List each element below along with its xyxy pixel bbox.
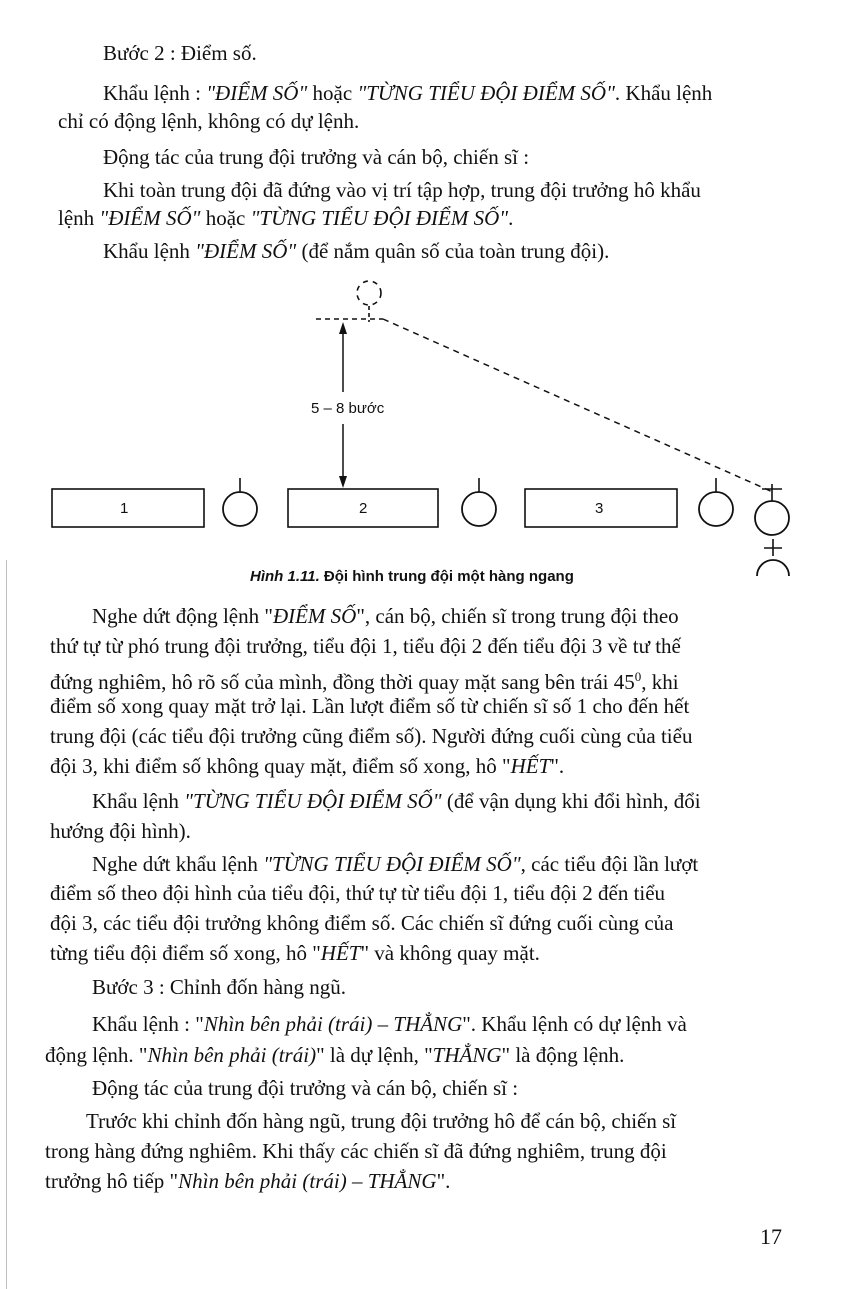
text-run: . Khẩu lệnh [614,81,713,105]
squad-leader-head [462,492,496,526]
text-line [45,1166,450,1197]
squad-leader-head [223,492,257,526]
text-run: , các tiểu đội lần lượt [520,852,699,876]
text-run: " và không quay mặt. [360,941,540,965]
text-run: đội 3, các tiểu đội trưởng không điểm số. Các chiến sĩ đứng cuối cùng của [50,911,674,935]
text-run: , khi [641,670,679,694]
text-line [50,631,681,662]
text-run: hoặc [200,206,251,230]
deputy-leader-head [757,560,789,576]
text-run: đứng nghiêm, hô rõ số của mình, đồng thời quay mặt sang bên trái 45 [50,670,635,694]
text-line [50,751,564,782]
text-line [92,601,679,632]
squad-label-1: 3 [595,500,604,517]
text-line [92,1073,518,1104]
text-run: Nhìn bên phải (trái) [147,1043,317,1067]
text-run: "TỪNG TIỂU ĐỘI ĐIỂM SỐ" [250,206,509,230]
text-run: ". [550,754,565,778]
text-run: " là động lệnh. [501,1043,625,1067]
text-run: "TỪNG TIỂU ĐỘI ĐIỂM SỐ" [357,81,615,105]
text-run: trung đội (các tiểu đội trưởng cũng điểm số). Người đứng cuối cùng của tiểu [50,724,693,748]
platoon-leader-head [357,281,381,305]
distance-label: 5 – 8 bước [311,400,385,417]
text-run: Bước 3 : Chỉnh đốn hàng ngũ. [92,975,347,999]
text-run: điểm số theo đội hình của tiểu đội, thứ tự từ tiểu đội 1, tiểu đội 2 đến tiểu [50,881,666,905]
text-run: ". [436,1169,451,1193]
text-run: đội 3, khi điểm số không quay mặt, điểm số xong, hô " [50,754,511,778]
text-run: ", cán bộ, chiến sĩ trong trung đội theo [356,604,679,628]
text-run: Khẩu lệnh : [103,81,207,105]
text-line [86,1106,676,1137]
text-run: (để nắm quân số của toàn trung đội). [296,239,610,263]
text-run: HẾT [510,754,551,778]
figure-caption: Hình 1.11. Đội hình trung đội một hàng ngang [250,568,574,585]
text-line [92,972,346,1003]
text-run: Khẩu lệnh : " [92,1012,204,1036]
text-run: thứ tự từ phó trung đội trưởng, tiểu đội 1, tiểu đội 2 đến tiểu đội 3 về tư thế [50,634,681,658]
text-run: HẾT [320,941,361,965]
text-run: Nhìn bên phải (trái) – THẲNG [178,1169,437,1193]
text-line [50,878,665,909]
page-number: 17 [760,1224,782,1249]
text-run: THẲNG [432,1043,502,1067]
squad-label-3: 1 [120,500,129,517]
text-run: lệnh [58,206,100,230]
text-run: "TỪNG TIỂU ĐỘI ĐIỂM SỐ" [184,789,442,813]
scan-edge-line [6,560,7,1289]
text-run: Nghe dứt khẩu lệnh [92,852,264,876]
squad-label-2: 2 [359,500,368,517]
text-run: Động tác của trung đội trưởng và cán bộ, chiến sĩ : [92,1076,519,1100]
text-run: . [508,206,514,230]
text-line [92,786,701,817]
text-line [45,1136,667,1167]
text-run: "TỪNG TIỂU ĐỘI ĐIỂM SỐ" [263,852,521,876]
text-run: Khi toàn trung đội đã đứng vào vị trí tập hợp, trung đội trưởng hô khẩu [103,178,701,202]
text-line [92,849,698,880]
text-line [50,691,689,722]
text-run: điểm số xong quay mặt trở lại. Lần lượt điểm số từ chiến sĩ số 1 cho đến hết [50,694,690,718]
text-run: Bước 2 : Điểm số. [103,41,257,65]
text-run: Khẩu lệnh [103,239,196,263]
text-run: "ĐIỂM SỐ" [99,206,201,230]
text-run: hoặc [307,81,358,105]
text-line [50,908,673,939]
text-line [50,816,191,847]
text-run: trong hàng đứng nghiêm. Khi thấy các chiến sĩ đã đứng nghiêm, trung đội [45,1139,667,1163]
text-run: Nghe dứt động lệnh " [92,604,273,628]
text-run: trưởng hô tiếp " [45,1169,179,1193]
arrow-head-down [339,476,347,488]
text-run: "ĐIỂM SỐ" [206,81,308,105]
formation-diagram [0,0,847,600]
text-run: 0 [634,669,642,684]
text-run: ". Khẩu lệnh có dự lệnh và [462,1012,687,1036]
squad-leader-head [699,492,733,526]
text-run: chỉ có động lệnh, không có dự lệnh. [58,109,360,133]
arrow-head-up [339,322,347,334]
text-run: " là dự lệnh, " [316,1043,433,1067]
text-run: ĐIỂM SỐ [272,604,357,628]
text-line [92,1009,687,1040]
text-run: Trước khi chỉnh đốn hàng ngũ, trung đội trưởng hô để cán bộ, chiến sĩ [86,1109,677,1133]
text-run: Khẩu lệnh [92,789,185,813]
text-line [50,721,692,752]
text-run: (để vận dụng khi đổi hình, đổi [441,789,701,813]
text-line [45,1040,624,1071]
text-run: Nhìn bên phải (trái) – THẲNG [203,1012,463,1036]
movement-path [383,319,775,493]
text-run: "ĐIỂM SỐ" [195,239,297,263]
text-run: hướng đội hình). [50,819,191,843]
platoon-leader-head [755,501,789,535]
text-run: động lệnh. " [45,1043,148,1067]
text-run: từng tiểu đội điểm số xong, hô " [50,941,321,965]
text-line [50,938,540,969]
text-run: Động tác của trung đội trưởng và cán bộ, chiến sĩ : [103,145,530,169]
